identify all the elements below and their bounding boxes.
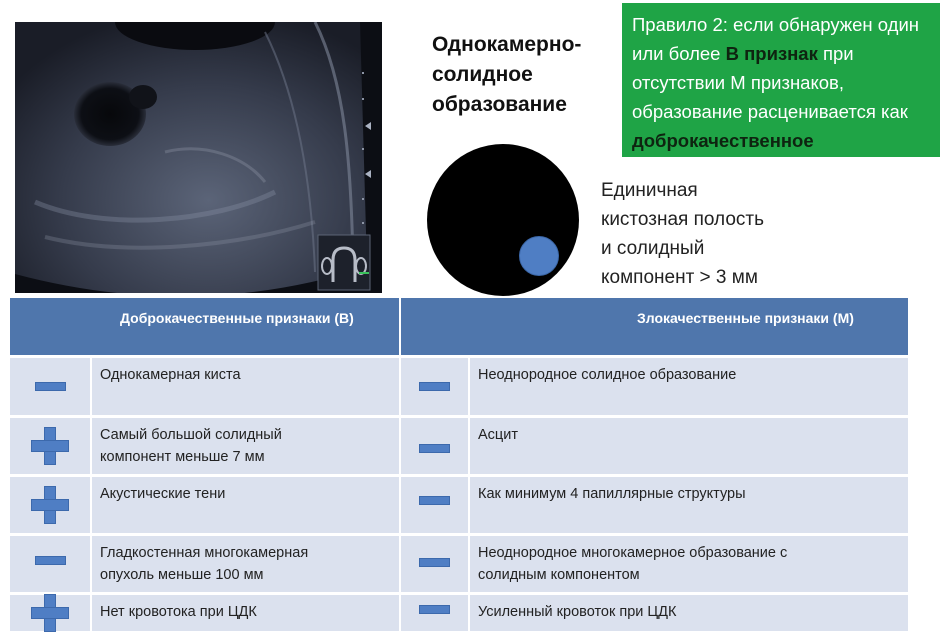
row-icon-cell (401, 595, 470, 631)
signs-table (10, 298, 908, 631)
table-row (10, 477, 908, 533)
row-icon-cell (10, 595, 92, 631)
plus-icon (31, 486, 69, 524)
minus-icon (419, 558, 450, 567)
plus-icon (31, 594, 69, 632)
sign-line: солидным компонентом (478, 567, 640, 583)
row-icon-cell (401, 418, 470, 474)
table-header (10, 298, 908, 355)
row-icon-cell (10, 477, 92, 533)
benign-sign (92, 477, 401, 533)
row-icon-cell (401, 358, 470, 415)
malignant-sign (470, 477, 908, 533)
caption-line: и солидный (601, 238, 705, 259)
row-icon-cell (401, 477, 470, 533)
minus-icon (35, 382, 66, 391)
solid-component-circle (519, 236, 559, 276)
sign-line: Асцит (478, 427, 518, 443)
page-title: Однокамерно-солидное образование (432, 33, 582, 116)
sign-line: Усиленный кровоток при ЦДК (478, 604, 677, 620)
minus-icon (35, 556, 66, 565)
plus-icon (31, 427, 69, 465)
benign-sign (92, 358, 401, 415)
table-row (10, 418, 908, 474)
row-icon-cell (401, 536, 470, 592)
malignant-sign (470, 418, 908, 474)
minus-icon (419, 444, 450, 453)
minus-icon (419, 382, 450, 391)
sign-line: Нет кровотока при ЦДК (100, 604, 257, 620)
caption-line: компонент > 3 мм (601, 267, 758, 288)
benign-sign (92, 595, 401, 631)
sign-line: Неоднородное солидное образование (478, 367, 737, 383)
row-icon-cell (10, 536, 92, 592)
table-row (10, 358, 908, 415)
sign-line: Как минимум 4 папиллярные структуры (478, 486, 746, 502)
diagram-caption (601, 176, 841, 292)
sign-line: Неоднородное многокамерное образование с (478, 545, 788, 561)
header-malignant: Злокачественные признаки (M) (637, 310, 854, 326)
malignant-sign (470, 536, 908, 592)
sign-line: Акустические тени (100, 486, 226, 502)
cyst-cavity-circle (427, 144, 579, 296)
caption-line: Единичная (601, 180, 698, 201)
rule-text-1: Правило 2: если обнаружен один или более (632, 14, 920, 64)
benign-sign (92, 536, 401, 592)
sign-line: опухоль меньше 100 мм (100, 567, 264, 583)
sign-line: компонент меньше 7 мм (100, 449, 265, 465)
benign-sign (92, 418, 401, 474)
row-icon-cell (10, 418, 92, 474)
minus-icon (419, 496, 450, 505)
rule-text-2: при отсутствии М признаков, образование расценивается как (632, 43, 908, 122)
sign-line: Гладкостенная многокамерная (100, 545, 309, 561)
minus-icon (419, 605, 450, 614)
rule-box (622, 3, 940, 157)
sign-line: Однокамерная киста (100, 367, 241, 383)
sign-line: Самый большой солидный (100, 427, 282, 443)
malignant-sign (470, 358, 908, 415)
rule-bold-1: В признак (725, 43, 818, 64)
ultrasound-image (15, 22, 382, 293)
table-row (10, 536, 908, 592)
row-icon-cell (10, 358, 92, 415)
header-benign: Доброкачественные признаки (B) (10, 298, 401, 355)
table-row (10, 595, 908, 631)
malignant-sign (470, 595, 908, 631)
rule-bold-2: доброкачественное (632, 130, 814, 151)
caption-line: кистозная полость (601, 209, 765, 230)
